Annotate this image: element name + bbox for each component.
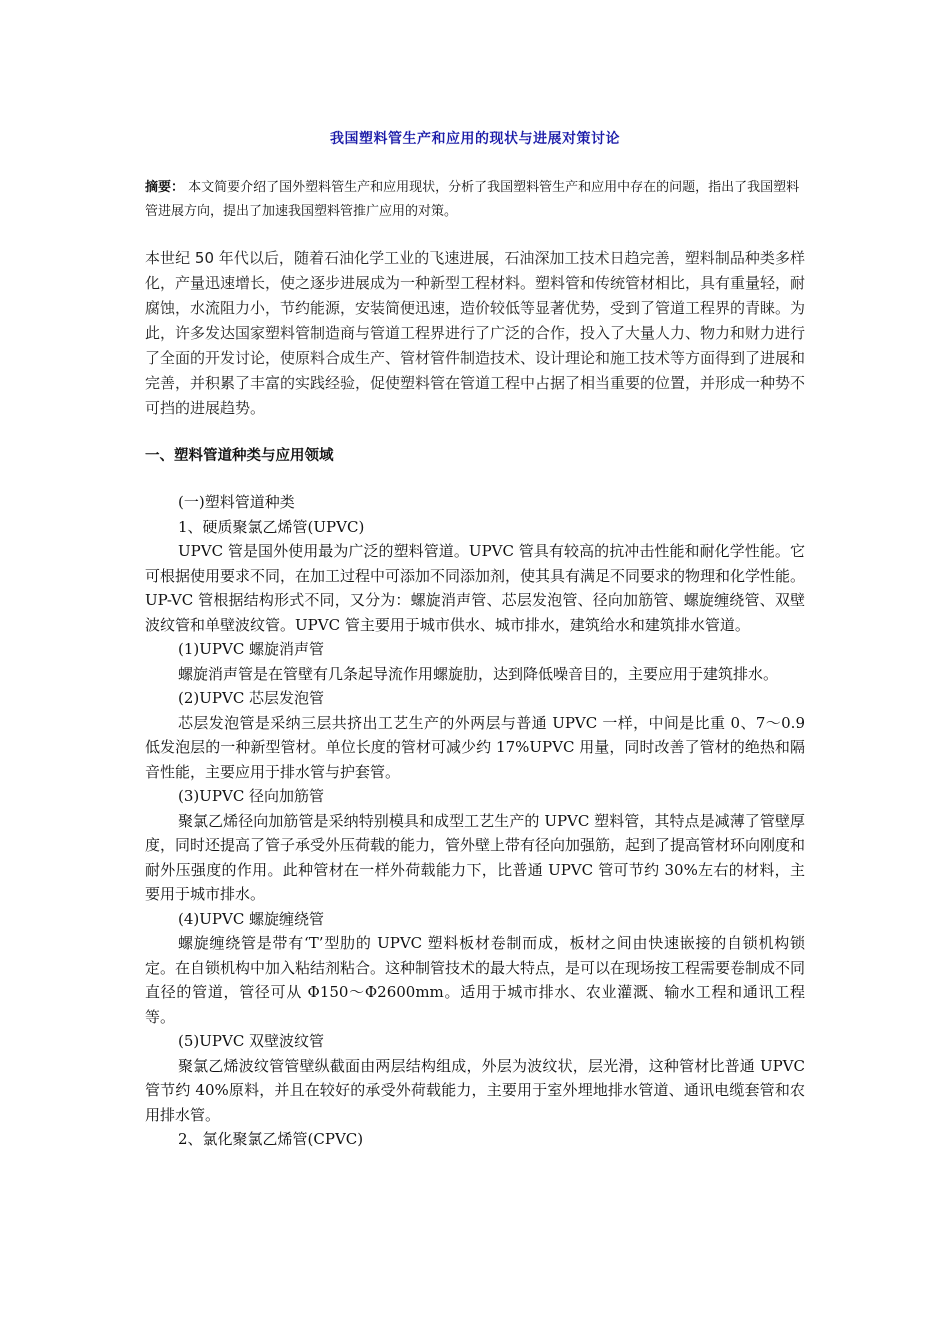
body-paragraph: 螺旋消声管是在管壁有几条起导流作用螺旋肋，达到降低噪音目的，主要应用于建筑排水。 <box>178 664 779 683</box>
abstract <box>145 176 805 224</box>
item-heading: (4)UPVC 螺旋缠绕管 <box>178 909 325 928</box>
section-heading: 一、塑料管道种类与应用领域 <box>145 448 334 464</box>
body-paragraph: 芯层发泡管是采纳三层共挤出工艺生产的外两层与普通 UPVC 一样，中间是比重 0、7～0.9 低发泡层的一种新型管材。单位长度的管材可减少约 17%UPVC 用量，同时改善了管材的绝热和隔音性能，主要应用于排水管与护套管。 <box>145 713 805 781</box>
body-paragraph: UPVC 管是国外使用最为广泛的塑料管道。UPVC 管具有较高的抗冲击性能和耐化学性能。它可根据使用要求不同，在加工过程中可添加不同添加剂，使其具有满足不同要求的物理和化学性能。UP-VC 管根据结构形式不同，又分为：螺旋消声管、芯层发泡管、径向加筋管、螺旋缠绕管、双壁波纹管和单壁波纹管。UPVC 管主要用于城市供水、城市排水，建筑给水和建筑排水管道。 <box>145 542 806 634</box>
item-heading: (2)UPVC 芯层发泡管 <box>178 689 325 707</box>
body-paragraph: 螺旋缠绕管是带有‘T’型肋的 UPVC 塑料板材卷制而成，板材之间由快速嵌接的自锁机构锁定。在自锁机构中加入粘结剂粘合。这种制管技术的最大特点，是可以在现场按工程需要卷制成不同直径的管道，管径可从 Φ150～Φ2600mm。适用于城市排水、农业灌溉、输水工程和通讯工程等。 <box>145 934 806 1026</box>
item-heading: (5)UPVC 双壁波纹管 <box>178 1032 325 1050</box>
body-paragraph: 聚氯乙烯波纹管管壁纵截面由两层结构组成，外层为波纹状，层光滑，这种管材比普通 UPVC 管节约 40%原料，并且在较好的承受外荷载能力，主要用于室外埋地排水管道、通讯电缆套管和农用排水管。 <box>145 1056 805 1124</box>
abstract-label: 摘要： <box>145 180 185 195</box>
document-title: 我国塑料管生产和应用的现状与进展对策讨论 <box>330 130 620 146</box>
item-heading: 1、硬质聚氯乙烯管(UPVC) <box>178 517 365 536</box>
item-heading: 2、氯化聚氯乙烯管(CPVC) <box>178 1130 364 1148</box>
item-heading: (1)UPVC 螺旋消声管 <box>178 640 325 658</box>
subsection-heading: (一)塑料管道种类 <box>178 493 295 511</box>
intro-paragraph: 本世纪 50 年代以后，随着石油化学工业的飞速进展，石油深加工技术日趋完善，塑料制品种类多样化，产量迅速增长，使之逐步进展成为一种新型工程材料。塑料管和传统管材相比，具有重量轻，耐腐蚀，水流阻力小，节约能源，安装简便迅速，造价较低等显著优势，受到了管道工程界的青睐。为此，许多发达国家塑料管制造商与管道工程界进行了广泛的合作，投入了大量人力、物力和财力进行了全面的开发讨论，使原料合成生产、管材管件制造技术、设计理论和施工技术等方面得到了进展和完善，并积累了丰富的实践经验，促使塑料管在管道工程中占据了相当重要的位置，并形成一种势不可挡的进展趋势。 <box>145 249 806 417</box>
abstract-text: 本文简要介绍了国外塑料管生产和应用现状，分析了我国塑料管生产和应用中存在的问题，指出了我国塑料管进展方向，提出了加速我国塑料管推广应用的对策。 <box>145 180 800 219</box>
body-paragraph: 聚氯乙烯径向加筋管是采纳特别模具和成型工艺生产的 UPVC 塑料管，其特点是减薄了管壁厚度，同时还提高了管子承受外压荷载的能力，管外壁上带有径向加强筋，起到了提高管材环向刚度和耐外压强度的作用。此种管材在一样外荷载能力下，比普通 UPVC 管可节约 30%左右的材料，主要用于城市排水。 <box>145 811 806 903</box>
item-heading: (3)UPVC 径向加筋管 <box>178 787 325 805</box>
body-text <box>145 490 805 1152</box>
